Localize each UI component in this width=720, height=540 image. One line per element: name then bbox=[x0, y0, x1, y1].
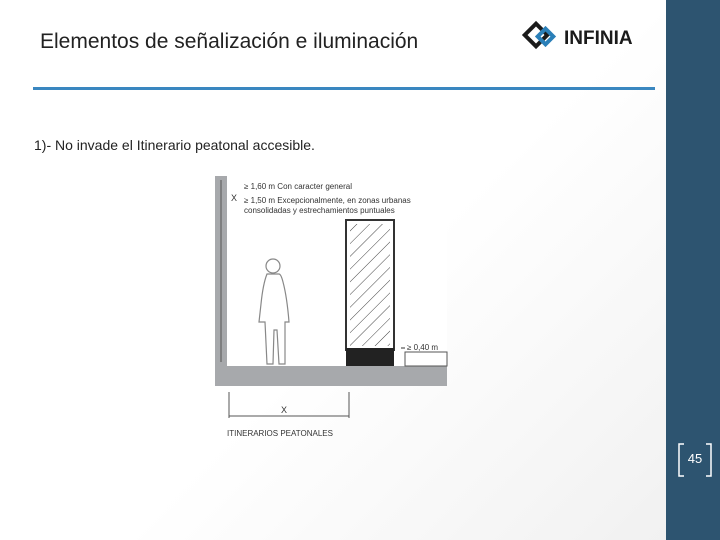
diagram-line3: consolidadas y estrechamientos puntuales bbox=[244, 206, 395, 215]
diagram-label-x-top: X bbox=[231, 193, 238, 203]
diagram-curb bbox=[405, 352, 447, 366]
signage-panel-base bbox=[346, 348, 394, 366]
diagram-ground bbox=[215, 366, 447, 386]
diagram-line2: ≥ 1,50 m Excepcionalmente, en zonas urbanas bbox=[244, 196, 411, 205]
diagram-caption: ITINERARIOS PEATONALES bbox=[227, 429, 333, 438]
diagram-line1: ≥ 1,60 m Con caracter general bbox=[244, 182, 352, 191]
diagram-dimension: ≥ 0,40 m bbox=[407, 343, 439, 352]
signage-panel-hatch bbox=[350, 224, 390, 346]
body-text: 1)- No invade el Itinerario peatonal accesible. bbox=[34, 137, 315, 153]
infinia-logo bbox=[522, 20, 642, 58]
title-underline bbox=[33, 87, 655, 90]
diagram-label-x-bottom: X bbox=[281, 405, 288, 415]
logo-mark-icon bbox=[525, 24, 554, 47]
page-number: 45 bbox=[687, 451, 703, 466]
logo-text: INFINIA bbox=[564, 28, 633, 49]
slide-title: Elementos de señalización e iluminación bbox=[40, 30, 419, 53]
accessibility-diagram bbox=[205, 172, 455, 444]
